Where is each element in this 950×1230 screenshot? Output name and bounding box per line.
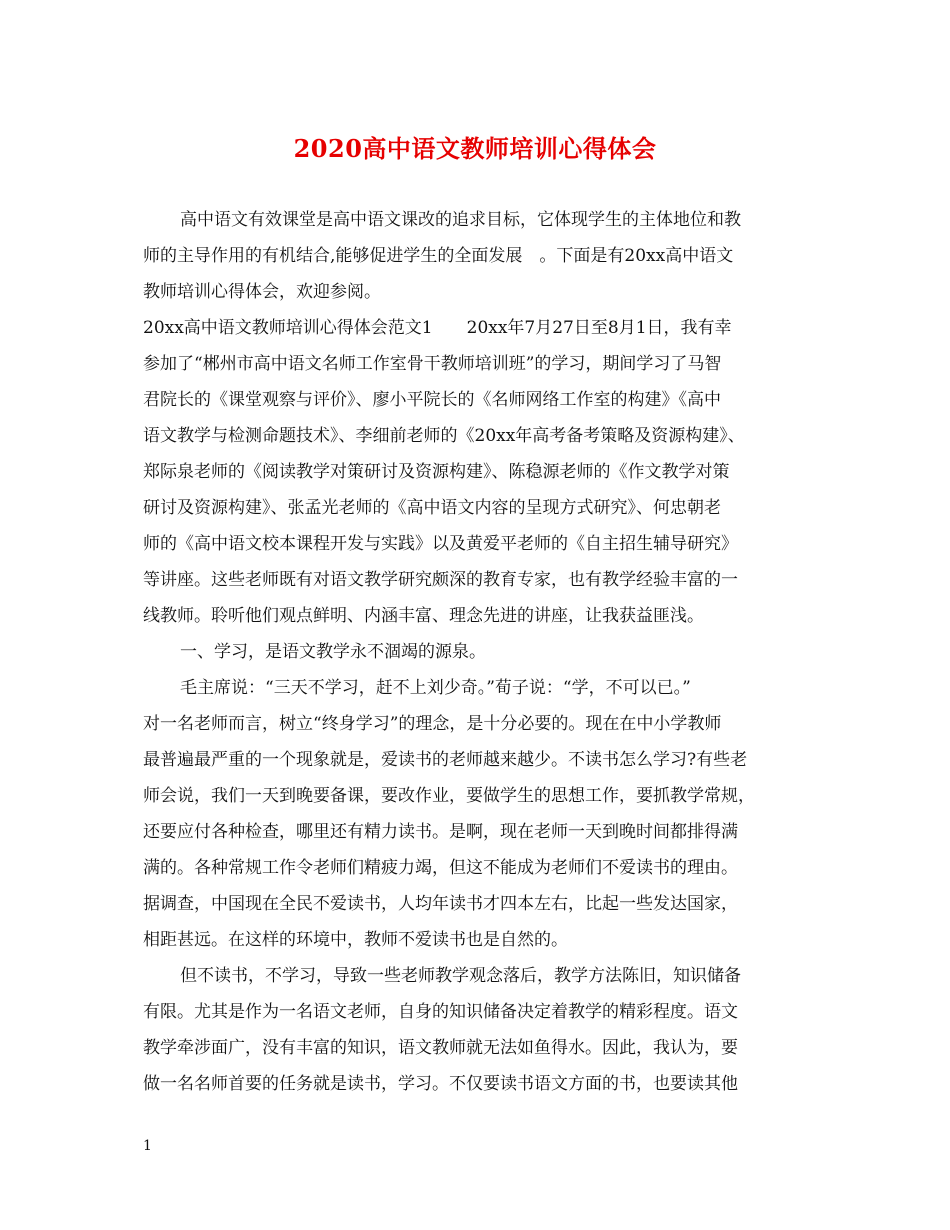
document-title: 2020高中语文教师培训心得体会 [293,134,657,163]
body-line: 师的主导作用的有机结合,能够促进学生的全面发展 。下面是有20xx高中语文 [143,246,734,266]
body-line: 相距甚远。在这样的环境中，教师不爱读书也是自然的。 [143,930,568,950]
section-heading: 一、学习，是语文教学永不涸竭的源泉。 [180,642,486,662]
body-line: 等讲座。这些老师既有对语文教学研究颇深的教育专家，也有教学经验丰富的一 [143,570,738,590]
body-line: 高中语文有效课堂是高中语文课改的追求目标，它体现学生的主体地位和教 [180,210,741,230]
body-line: 研讨及资源构建》、张孟光老师的《高中语文内容的呈现方式研究》、何忠朝老 [143,498,721,518]
body-line: 师会说，我们一天到晚要备课，要改作业，要做学生的思想工作，要抓教学常规， [143,786,755,806]
page-number: 1 [143,1138,152,1154]
body-line: 师的《高中语文校本课程开发与实践》以及黄爱平老师的《自主招生辅导研究》 [143,534,738,554]
body-line: 有限。尤其是作为一名语文老师，自身的知识储备决定着教学的精彩程度。语文 [143,1002,738,1022]
body-line: 郑际泉老师的《阅读教学对策研讨及资源构建》、陈稳源老师的《作文教学对策 [143,462,730,482]
body-line: 还要应付各种检查，哪里还有精力读书。是啊，现在老师一天到晚时间都排得满 [143,822,738,842]
body-line: 毛主席说：“三天不学习，赶不上刘少奇。”荀子说：“学，不可以已。” [180,678,691,698]
body-line: 线教师。聆听他们观点鲜明、内涵丰富、理念先进的讲座，让我获益匪浅。 [143,606,704,626]
body-line: 教师培训心得体会，欢迎参阅。 [143,282,381,302]
body-line: 满的。各种常规工作令老师们精疲力竭，但这不能成为老师们不爱读书的理由。 [143,858,738,878]
body-line: 参加了“郴州市高中语文名师工作室骨干教师培训班”的学习，期间学习了马智 [143,354,722,374]
body-line: 对一名老师而言，树立“终身学习”的理念，是十分必要的。现在在中小学教师 [143,714,722,734]
body-line: 但不读书，不学习，导致一些老师教学观念落后，教学方法陈旧，知识储备 [180,966,741,986]
body-line: 君院长的《课堂观察与评价》、廖小平院长的《名师网络工作室的构建》《高中 [143,390,721,410]
body-line: 据调查，中国现在全民不爱读书，人均年读书才四本左右，比起一些发达国家， [143,894,738,914]
body-line: 20xx高中语文教师培训心得体会范文1 20xx年7月27日至8月1日，我有幸 [143,318,732,338]
body-line: 最普遍最严重的一个现象就是，爱读书的老师越来越少。不读书怎么学习?有些老 [143,750,748,770]
body-line: 语文教学与检测命题技术》、李细前老师的《20xx年高考备考策略及资源构建》、 [143,426,745,446]
body-line: 教学牵涉面广，没有丰富的知识，语文教师就无法如鱼得水。因此，我认为，要 [143,1038,738,1058]
body-line: 做一名名师首要的任务就是读书，学习。不仅要读书语文方面的书，也要读其他 [143,1074,738,1094]
